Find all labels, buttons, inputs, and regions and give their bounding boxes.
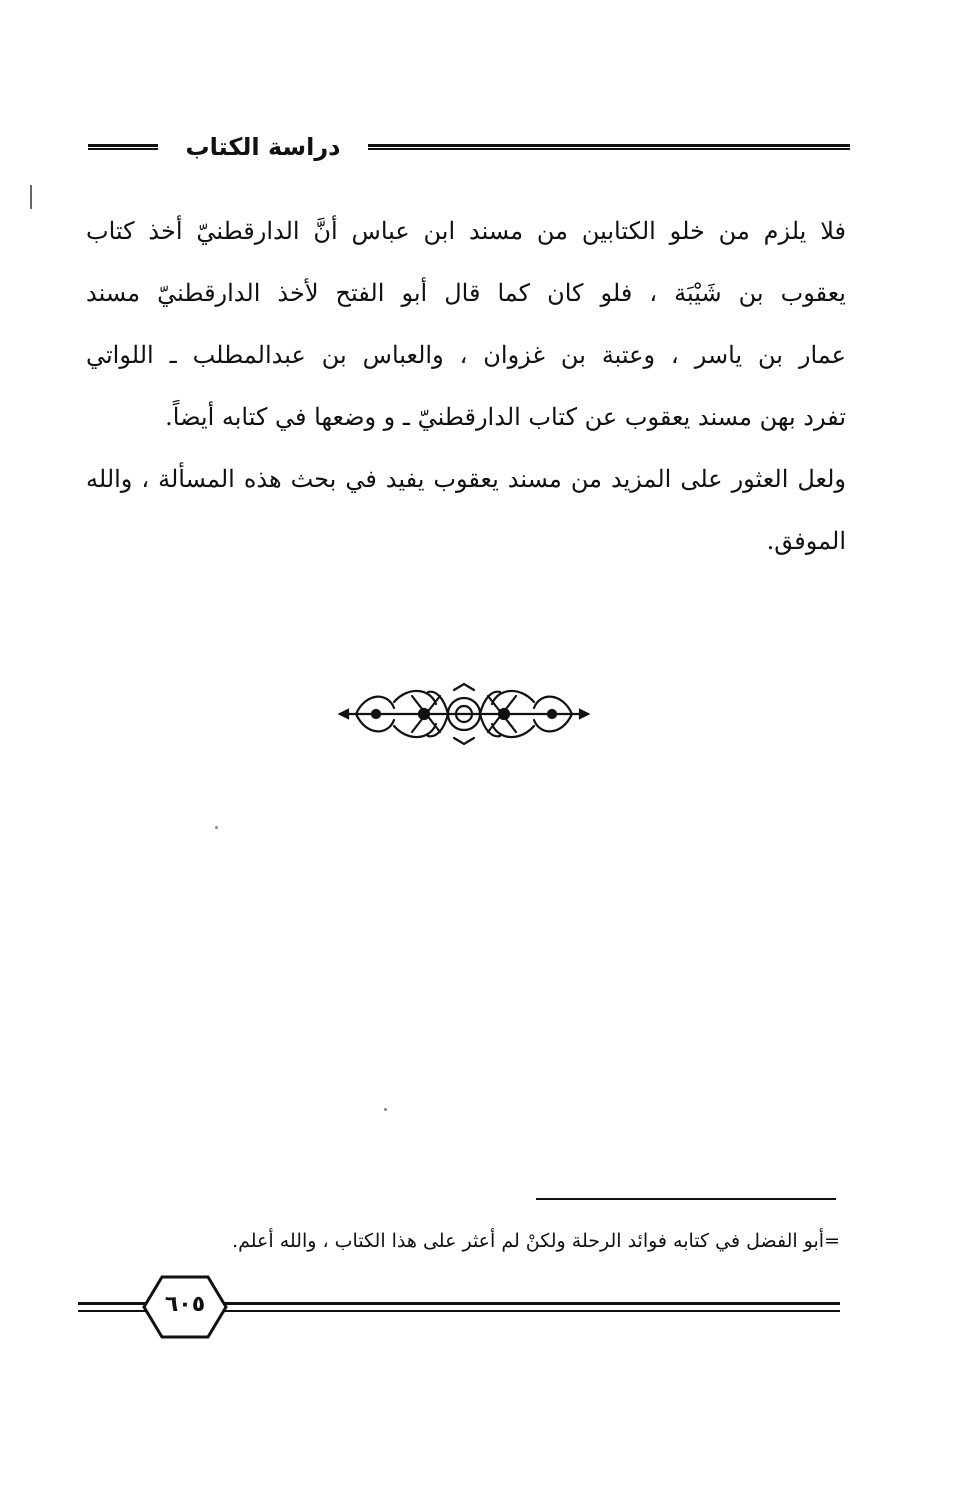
footnote-separator (536, 1198, 836, 1200)
page-number: ٦٠٥ (164, 1292, 206, 1317)
margin-mark (30, 185, 32, 209)
header-rule-left (88, 144, 158, 150)
footer-rule-right (216, 1302, 840, 1312)
body-line-6: الموفق. (766, 527, 846, 555)
header-rule-right (368, 144, 850, 150)
body-line-1: فلا يلزم من خلو الكتابين من مسند ابن عباس أنَّ الدارقطنيّ أخذ كتاب (86, 217, 846, 245)
page-footer (78, 1274, 840, 1344)
running-title: دراسة الكتاب (185, 133, 341, 161)
body-line-2: يعقوب بن شَيْبَة ، فلو كان كما قال أبو الفتح لأخذ الدارقطنيّ مسند (86, 279, 846, 307)
body-line-3: عمار بن ياسر ، وعتبة بن غزوان ، والعباس بن عبدالمطلب ـ اللواتي (86, 341, 846, 369)
body-line-5: ولعل العثور على المزيد من مسند يعقوب يفيد في بحث هذه المسألة ، والله (86, 465, 846, 493)
footnote: =أبو الفضل في كتابه فوائد الرحلة ولكنْ لم أعثر على هذا الكتاب ، والله أعلم. (232, 1230, 840, 1252)
body-line-4: تفرد بهن مسند يعقوب عن كتاب الدارقطنيّ ـ و وضعها في كتابه أيضاً. (165, 403, 846, 431)
scan-speck (215, 826, 218, 829)
floral-ornament-icon (336, 682, 592, 746)
body-text (86, 200, 846, 572)
scan-speck (384, 1108, 387, 1111)
page-header (88, 132, 850, 168)
